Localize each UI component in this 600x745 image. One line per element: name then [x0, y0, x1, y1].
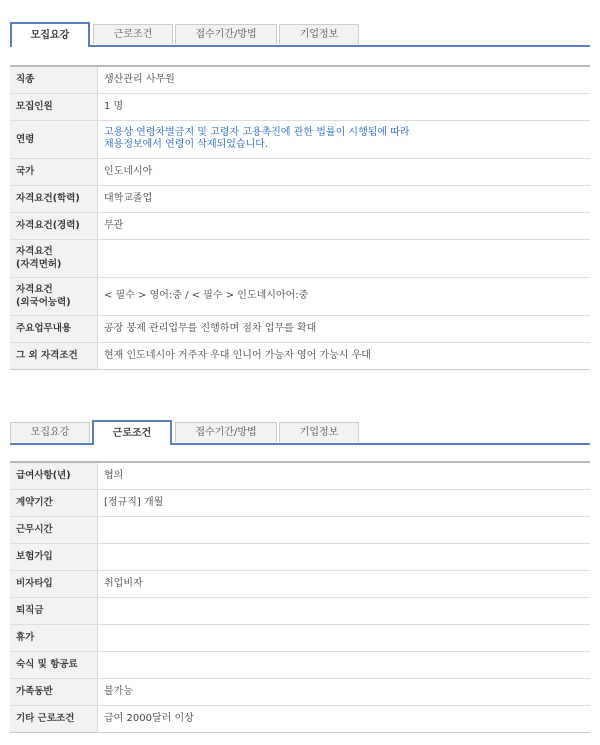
row-value [98, 597, 591, 624]
row-label: 직종 [10, 66, 98, 93]
table-row [10, 185, 590, 212]
row-value: 생산관리 사무원 [98, 66, 591, 93]
row-label: 자격요건(경력) [10, 212, 98, 239]
row-label: 보험가입 [10, 543, 98, 570]
row-value [98, 516, 591, 543]
table-row [10, 342, 590, 369]
table-row [10, 239, 590, 277]
row-label: 급여사항(년) [10, 462, 98, 489]
row-label: 자격요건 (자격면허) [10, 239, 98, 277]
table-row [10, 570, 590, 597]
row-value: 불가능 [98, 678, 591, 705]
row-label: 숙식 및 항공료 [10, 651, 98, 678]
tab-work-conditions[interactable]: 근로조건 [93, 24, 173, 44]
table-row [10, 158, 590, 185]
row-label: 그 외 자격조건 [10, 342, 98, 369]
row-value: [정규직] 개월 [98, 489, 591, 516]
recruitment-table [10, 65, 590, 370]
row-value: 공장 봉제 관리업무를 진행하며 점차 업무를 확대 [98, 315, 591, 342]
row-value: 현재 인도네시아 거주자 우대 인니어 가능자 영어 가능시 우대 [98, 342, 591, 369]
row-label: 계약기간 [10, 489, 98, 516]
row-value: < 필수 > 영어:중 / < 필수 > 인도네시아어:중 [98, 277, 591, 315]
row-label: 자격요건 (외국어능력) [10, 277, 98, 315]
row-value [98, 239, 591, 277]
row-value [98, 651, 591, 678]
row-value: 1 명 [98, 93, 591, 120]
tab-bar [10, 22, 590, 47]
tab-bar [10, 420, 590, 445]
row-label: 기타 근로조건 [10, 705, 98, 732]
row-value [98, 624, 591, 651]
table-row [10, 678, 590, 705]
recruitment-section [10, 22, 590, 370]
row-label: 자격요건(학력) [10, 185, 98, 212]
table-row [10, 66, 590, 93]
tab-work-conditions[interactable]: 근로조건 [92, 420, 172, 445]
row-value: 협의 [98, 462, 591, 489]
tab-company-info[interactable]: 기업정보 [279, 422, 359, 442]
row-label: 휴가 [10, 624, 98, 651]
row-label: 퇴직금 [10, 597, 98, 624]
table-row [10, 624, 590, 651]
tab-application-period[interactable]: 접수기간/방법 [175, 422, 277, 442]
row-label: 근무시간 [10, 516, 98, 543]
row-label: 가족동반 [10, 678, 98, 705]
row-value: 무관 [98, 212, 591, 239]
table-row [10, 212, 590, 239]
table-row [10, 516, 590, 543]
table-row [10, 597, 590, 624]
row-label: 국가 [10, 158, 98, 185]
row-label: 비자타입 [10, 570, 98, 597]
row-value: 급여 2000달러 이상 [98, 705, 591, 732]
table-row [10, 705, 590, 732]
tab-recruitment[interactable]: 모집요강 [10, 422, 90, 442]
table-row [10, 315, 590, 342]
row-label: 주요업무내용 [10, 315, 98, 342]
row-value: 인도네시아 [98, 158, 591, 185]
table-row [10, 651, 590, 678]
table-row [10, 120, 590, 158]
row-value: 취업비자 [98, 570, 591, 597]
table-row [10, 489, 590, 516]
row-value: 대학교졸업 [98, 185, 591, 212]
row-label: 연령 [10, 120, 98, 158]
tab-application-period[interactable]: 접수기간/방법 [175, 24, 277, 44]
work-conditions-section [10, 420, 590, 733]
row-label: 모집인원 [10, 93, 98, 120]
table-row [10, 543, 590, 570]
table-row [10, 277, 590, 315]
table-row [10, 93, 590, 120]
row-value [98, 543, 591, 570]
tab-recruitment[interactable]: 모집요강 [10, 22, 90, 47]
work-conditions-table [10, 461, 590, 733]
table-row [10, 462, 590, 489]
age-notice: 고용상 연령차별금지 및 고령자 고용촉진에 관한 법률이 시행됨에 따라 채용정보에서 연령이 삭제되었습니다. [98, 120, 591, 158]
tab-company-info[interactable]: 기업정보 [279, 24, 359, 44]
